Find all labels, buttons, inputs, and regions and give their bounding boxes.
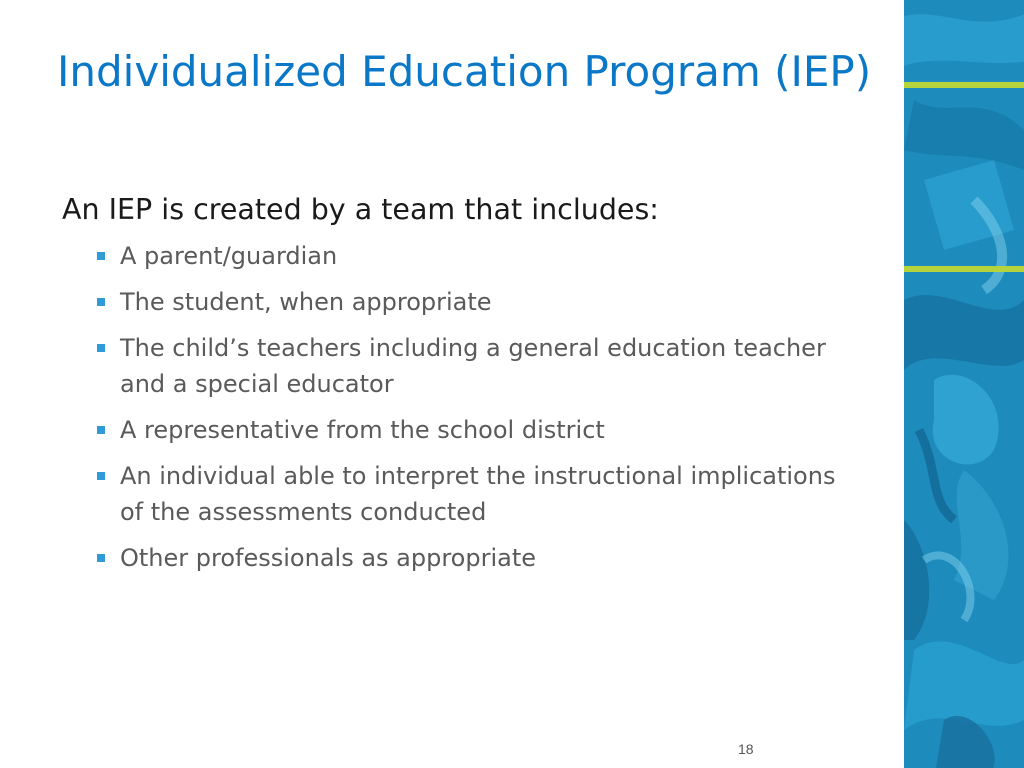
list-item-text: An individual able to interpret the instructional implications of the assessments conducted [120,462,836,526]
square-bullet-icon [97,252,105,260]
list-item [96,284,856,320]
page-number: 18 [738,741,754,757]
slide-title: Individualized Education Program (IEP) [57,47,872,96]
list-item-text: A representative from the school district [120,416,605,444]
list-item-text: A parent/guardian [120,242,338,270]
list-item [96,540,856,576]
intro-text: An IEP is created by a team that includes: [62,193,659,226]
square-bullet-icon [97,554,105,562]
list-item-text: Other professionals as appropriate [120,544,537,572]
decorative-side-panel [904,0,1024,768]
bullet-list [96,238,856,586]
square-bullet-icon [97,344,105,352]
list-item-text: The child’s teachers including a general education teacher and a special educator [120,334,826,398]
list-item [96,458,856,530]
square-bullet-icon [97,426,105,434]
square-bullet-icon [97,298,105,306]
list-item [96,412,856,448]
painted-texture-image [904,0,1024,768]
list-item [96,238,856,274]
list-item [96,330,856,402]
list-item-text: The student, when appropriate [120,288,492,316]
square-bullet-icon [97,472,105,480]
